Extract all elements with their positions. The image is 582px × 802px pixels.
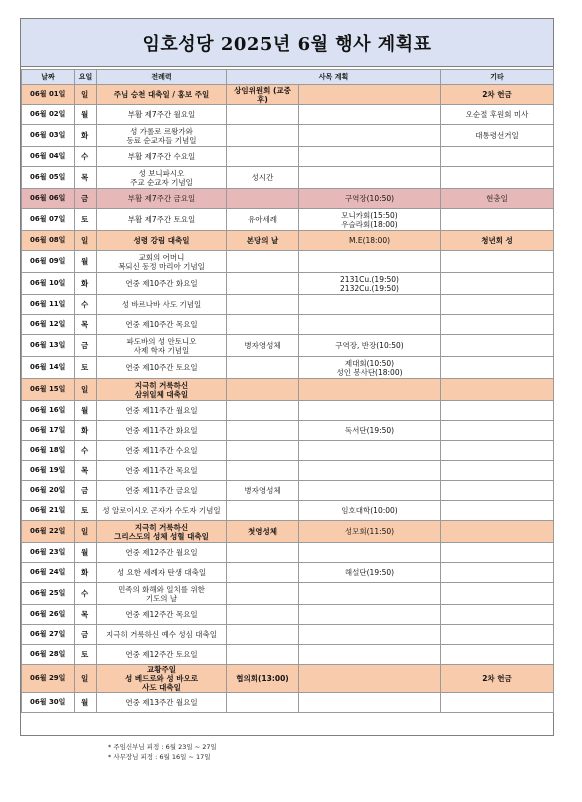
row-plan-secondary: 독서단(19:50) — [299, 421, 441, 441]
table-row — [22, 501, 554, 521]
row-date: 06월 01일 — [22, 85, 75, 105]
row-etc — [441, 501, 554, 521]
table-row — [22, 273, 554, 295]
page-title: 임호성당 2025년 6월 행사 계획표 — [21, 19, 553, 67]
row-date: 06월 22일 — [22, 521, 75, 543]
table-row — [22, 583, 554, 605]
row-liturgy: 연중 제12주간 토요일 — [97, 645, 227, 665]
row-liturgy: 민족의 화해와 일치를 위한 기도의 날 — [97, 583, 227, 605]
row-plan-primary — [227, 147, 299, 167]
row-plan-primary — [227, 501, 299, 521]
row-date: 06월 21일 — [22, 501, 75, 521]
row-liturgy: 부활 제7주간 월요일 — [97, 105, 227, 125]
table-row — [22, 605, 554, 625]
row-plan-secondary: 구역장(10:50) — [299, 189, 441, 209]
row-liturgy: 부활 제7주간 금요일 — [97, 189, 227, 209]
row-liturgy: 연중 제10주간 토요일 — [97, 357, 227, 379]
row-plan-secondary — [299, 295, 441, 315]
header-row — [22, 70, 554, 85]
row-plan-primary — [227, 357, 299, 379]
row-day: 수 — [75, 147, 97, 167]
row-liturgy: 연중 제11주간 금요일 — [97, 481, 227, 501]
row-date: 06월 13일 — [22, 335, 75, 357]
row-date: 06월 23일 — [22, 543, 75, 563]
row-plan-secondary — [299, 251, 441, 273]
row-plan-secondary — [299, 665, 441, 693]
row-etc: 청년회 성 — [441, 231, 554, 251]
row-etc: 대통령선거일 — [441, 125, 554, 147]
row-plan-primary — [227, 401, 299, 421]
row-plan-secondary — [299, 645, 441, 665]
row-liturgy: 교회의 어머니 복되신 동정 마리아 기념일 — [97, 251, 227, 273]
row-plan-primary — [227, 461, 299, 481]
row-plan-primary — [227, 251, 299, 273]
row-day: 금 — [75, 625, 97, 645]
row-liturgy: 연중 제11주간 화요일 — [97, 421, 227, 441]
row-plan-secondary: 2131Cu.(19:50) 2132Cu.(19:50) — [299, 273, 441, 295]
table-row — [22, 147, 554, 167]
row-date: 06월 29일 — [22, 665, 75, 693]
table-row — [22, 665, 554, 693]
table-row — [22, 335, 554, 357]
row-day: 토 — [75, 357, 97, 379]
row-day: 화 — [75, 125, 97, 147]
row-liturgy: 성 가롤로 르왕가와 동료 순교자들 기념일 — [97, 125, 227, 147]
row-plan-primary — [227, 125, 299, 147]
row-plan-secondary — [299, 105, 441, 125]
row-liturgy: 연중 제11주간 월요일 — [97, 401, 227, 421]
row-plan-primary — [227, 105, 299, 125]
row-liturgy: 연중 제11주간 수요일 — [97, 441, 227, 461]
row-etc: 현충일 — [441, 189, 554, 209]
table-row — [22, 125, 554, 147]
row-date: 06월 30일 — [22, 693, 75, 713]
row-etc — [441, 625, 554, 645]
row-plan-secondary: 제대회(10:50) 성인 봉사단(18:00) — [299, 357, 441, 379]
footnote: * 사무장님 피정 : 6월 16일 ~ 17일 — [108, 753, 211, 761]
row-day: 일 — [75, 665, 97, 693]
row-etc — [441, 209, 554, 231]
row-liturgy: 연중 제12주간 월요일 — [97, 543, 227, 563]
row-date: 06월 24일 — [22, 563, 75, 583]
row-date: 06월 26일 — [22, 605, 75, 625]
row-date: 06월 05일 — [22, 167, 75, 189]
table-row — [22, 85, 554, 105]
row-date: 06월 27일 — [22, 625, 75, 645]
table-row — [22, 357, 554, 379]
row-date: 06월 18일 — [22, 441, 75, 461]
table-row — [22, 461, 554, 481]
row-plan-primary — [227, 295, 299, 315]
table-row — [22, 401, 554, 421]
row-etc — [441, 583, 554, 605]
row-day: 수 — [75, 583, 97, 605]
table-row — [22, 189, 554, 209]
row-liturgy: 성령 강림 대축일 — [97, 231, 227, 251]
row-date: 06월 12일 — [22, 315, 75, 335]
table-row — [22, 421, 554, 441]
row-liturgy: 연중 제10주간 목요일 — [97, 315, 227, 335]
header-etc: 기타 — [441, 70, 554, 85]
header-date: 날짜 — [22, 70, 75, 85]
row-etc: 오순절 후원회 미사 — [441, 105, 554, 125]
row-etc: 2차 헌금 — [441, 665, 554, 693]
row-plan-secondary: M.E(18:00) — [299, 231, 441, 251]
row-date: 06월 28일 — [22, 645, 75, 665]
row-plan-primary — [227, 441, 299, 461]
row-plan-secondary — [299, 481, 441, 501]
row-plan-secondary — [299, 315, 441, 335]
row-liturgy: 성 알로이시오 곤자가 수도자 기념일 — [97, 501, 227, 521]
row-plan-primary — [227, 605, 299, 625]
table-row — [22, 379, 554, 401]
row-etc — [441, 295, 554, 315]
row-date: 06월 25일 — [22, 583, 75, 605]
row-day: 수 — [75, 295, 97, 315]
row-plan-primary — [227, 315, 299, 335]
row-date: 06월 02일 — [22, 105, 75, 125]
row-day: 목 — [75, 315, 97, 335]
row-plan-secondary — [299, 583, 441, 605]
header-plan: 사목 계획 — [227, 70, 441, 85]
row-day: 월 — [75, 401, 97, 421]
row-plan-secondary: 모니카회(15:50) 우슬라회(18:00) — [299, 209, 441, 231]
row-plan-secondary — [299, 543, 441, 563]
row-date: 06월 06일 — [22, 189, 75, 209]
row-liturgy: 연중 제10주간 화요일 — [97, 273, 227, 295]
table-row — [22, 645, 554, 665]
row-plan-secondary — [299, 401, 441, 421]
row-liturgy: 지극히 거룩하신 예수 성심 대축일 — [97, 625, 227, 645]
row-plan-primary — [227, 693, 299, 713]
row-plan-primary: 병자영성체 — [227, 335, 299, 357]
row-plan-primary — [227, 379, 299, 401]
row-day: 금 — [75, 189, 97, 209]
table-row — [22, 441, 554, 461]
row-etc — [441, 251, 554, 273]
row-plan-secondary — [299, 125, 441, 147]
row-plan-primary: 첫영성체 — [227, 521, 299, 543]
row-etc — [441, 693, 554, 713]
row-plan-secondary: 구역장, 반장(10:50) — [299, 335, 441, 357]
row-plan-primary: 협의회(13:00) — [227, 665, 299, 693]
row-day: 일 — [75, 85, 97, 105]
row-plan-primary — [227, 583, 299, 605]
row-day: 월 — [75, 693, 97, 713]
row-day: 화 — [75, 421, 97, 441]
row-plan-primary: 병자영성체 — [227, 481, 299, 501]
schedule-sheet — [20, 18, 554, 736]
row-liturgy: 주님 승천 대축일 / 홍보 주일 — [97, 85, 227, 105]
row-date: 06월 04일 — [22, 147, 75, 167]
row-etc: 2차 헌금 — [441, 85, 554, 105]
row-day: 목 — [75, 605, 97, 625]
row-day: 금 — [75, 335, 97, 357]
row-plan-primary — [227, 645, 299, 665]
row-plan-secondary — [299, 625, 441, 645]
row-plan-secondary — [299, 441, 441, 461]
row-plan-secondary — [299, 85, 441, 105]
row-plan-secondary — [299, 461, 441, 481]
header-liturgy: 전례력 — [97, 70, 227, 85]
table-row — [22, 543, 554, 563]
row-date: 06월 10일 — [22, 273, 75, 295]
table-row — [22, 251, 554, 273]
row-day: 일 — [75, 231, 97, 251]
row-day: 수 — [75, 441, 97, 461]
row-etc — [441, 421, 554, 441]
row-date: 06월 07일 — [22, 209, 75, 231]
table-row — [22, 521, 554, 543]
table-row — [22, 231, 554, 251]
row-etc — [441, 401, 554, 421]
row-liturgy: 성 보니파시오 주교 순교자 기념일 — [97, 167, 227, 189]
row-etc — [441, 379, 554, 401]
row-plan-secondary — [299, 605, 441, 625]
row-date: 06월 09일 — [22, 251, 75, 273]
row-liturgy: 연중 제13주간 월요일 — [97, 693, 227, 713]
row-plan-primary: 성시간 — [227, 167, 299, 189]
row-etc — [441, 481, 554, 501]
footnotes — [108, 742, 217, 762]
row-liturgy: 부활 제7주간 토요일 — [97, 209, 227, 231]
row-etc — [441, 645, 554, 665]
row-etc — [441, 335, 554, 357]
row-date: 06월 03일 — [22, 125, 75, 147]
row-day: 화 — [75, 563, 97, 583]
row-day: 금 — [75, 481, 97, 501]
row-date: 06월 11일 — [22, 295, 75, 315]
row-plan-primary — [227, 625, 299, 645]
table-row — [22, 693, 554, 713]
row-etc — [441, 543, 554, 563]
row-plan-secondary — [299, 147, 441, 167]
row-plan-secondary — [299, 379, 441, 401]
table-row — [22, 481, 554, 501]
table-row — [22, 105, 554, 125]
row-day: 일 — [75, 379, 97, 401]
row-liturgy: 연중 제11주간 목요일 — [97, 461, 227, 481]
footnote: * 주임신부님 피정 : 6월 23일 ~ 27일 — [108, 743, 217, 751]
row-liturgy: 교황주일 성 베드로와 성 바오로 사도 대축일 — [97, 665, 227, 693]
row-etc — [441, 441, 554, 461]
row-liturgy: 연중 제12주간 목요일 — [97, 605, 227, 625]
row-etc — [441, 563, 554, 583]
row-plan-secondary: 성모회(11:50) — [299, 521, 441, 543]
row-date: 06월 17일 — [22, 421, 75, 441]
row-day: 화 — [75, 273, 97, 295]
row-etc — [441, 147, 554, 167]
row-plan-primary — [227, 563, 299, 583]
row-liturgy: 성 바르나바 사도 기념일 — [97, 295, 227, 315]
row-date: 06월 08일 — [22, 231, 75, 251]
table-row — [22, 315, 554, 335]
table-row — [22, 209, 554, 231]
row-day: 토 — [75, 645, 97, 665]
row-liturgy: 파도바의 성 안토니오 사제 학자 기념일 — [97, 335, 227, 357]
row-day: 토 — [75, 209, 97, 231]
row-day: 월 — [75, 251, 97, 273]
row-plan-secondary — [299, 693, 441, 713]
row-day: 목 — [75, 461, 97, 481]
row-etc — [441, 315, 554, 335]
row-plan-secondary: 임호대학(10:00) — [299, 501, 441, 521]
row-liturgy: 지극히 거룩하신 그리스도의 성체 성혈 대축일 — [97, 521, 227, 543]
row-etc — [441, 461, 554, 481]
table-row — [22, 625, 554, 645]
row-day: 목 — [75, 167, 97, 189]
schedule-table — [21, 69, 554, 713]
row-plan-primary — [227, 421, 299, 441]
table-row — [22, 563, 554, 583]
row-date: 06월 20일 — [22, 481, 75, 501]
row-date: 06월 16일 — [22, 401, 75, 421]
row-date: 06월 14일 — [22, 357, 75, 379]
row-plan-secondary: 해설단(19:50) — [299, 563, 441, 583]
row-date: 06월 15일 — [22, 379, 75, 401]
header-day: 요일 — [75, 70, 97, 85]
row-liturgy: 성 요한 세례자 탄생 대축일 — [97, 563, 227, 583]
row-date: 06월 19일 — [22, 461, 75, 481]
row-day: 월 — [75, 105, 97, 125]
row-day: 일 — [75, 521, 97, 543]
row-etc — [441, 167, 554, 189]
row-plan-primary — [227, 189, 299, 209]
row-plan-primary: 본당의 날 — [227, 231, 299, 251]
row-liturgy: 부활 제7주간 수요일 — [97, 147, 227, 167]
row-liturgy: 지극히 거룩하신 삼위일체 대축일 — [97, 379, 227, 401]
row-plan-primary: 상임위원회 (교중 후) — [227, 85, 299, 105]
row-day: 월 — [75, 543, 97, 563]
row-etc — [441, 273, 554, 295]
table-row — [22, 167, 554, 189]
row-plan-primary — [227, 273, 299, 295]
row-day: 토 — [75, 501, 97, 521]
table-row — [22, 295, 554, 315]
row-etc — [441, 357, 554, 379]
row-etc — [441, 605, 554, 625]
row-etc — [441, 521, 554, 543]
row-plan-secondary — [299, 167, 441, 189]
row-plan-primary: 유아세례 — [227, 209, 299, 231]
row-plan-primary — [227, 543, 299, 563]
